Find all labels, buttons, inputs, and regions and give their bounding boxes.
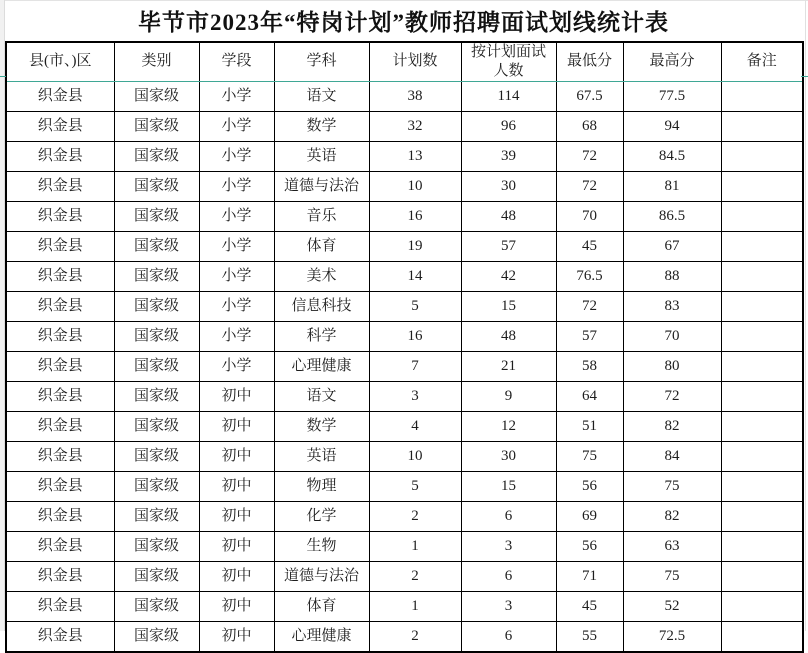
table-cell: 小学 <box>199 111 274 141</box>
table-cell: 15 <box>461 471 556 501</box>
table-cell: 织金县 <box>6 321 114 351</box>
table-cell: 织金县 <box>6 141 114 171</box>
table-cell: 国家级 <box>114 351 199 381</box>
table-cell: 1 <box>369 531 461 561</box>
teal-gridline-right-segment <box>801 76 808 77</box>
table-row <box>6 531 803 561</box>
table-row <box>6 381 803 411</box>
table-cell: 63 <box>623 531 721 561</box>
table-cell: 70 <box>623 321 721 351</box>
table-cell: 织金县 <box>6 111 114 141</box>
table-cell: 55 <box>556 621 623 652</box>
table-cell: 114 <box>461 81 556 111</box>
table-cell: 81 <box>623 171 721 201</box>
table-cell: 48 <box>461 321 556 351</box>
table-cell: 84.5 <box>623 141 721 171</box>
table-cell: 19 <box>369 231 461 261</box>
table-cell <box>721 381 803 411</box>
table-cell <box>721 561 803 591</box>
table-cell: 国家级 <box>114 171 199 201</box>
table-cell: 2 <box>369 561 461 591</box>
table-cell: 88 <box>623 261 721 291</box>
table-cell <box>721 621 803 652</box>
table-cell: 75 <box>556 441 623 471</box>
table-cell: 国家级 <box>114 261 199 291</box>
table-cell: 织金县 <box>6 231 114 261</box>
table-cell: 14 <box>369 261 461 291</box>
table-cell: 织金县 <box>6 531 114 561</box>
table-cell: 75 <box>623 471 721 501</box>
table-cell <box>721 501 803 531</box>
table-cell: 信息科技 <box>274 291 369 321</box>
table-cell <box>721 321 803 351</box>
table-cell: 国家级 <box>114 141 199 171</box>
table-cell: 10 <box>369 441 461 471</box>
table-cell: 52 <box>623 591 721 621</box>
table-cell: 织金县 <box>6 441 114 471</box>
table-cell: 国家级 <box>114 381 199 411</box>
table-cell: 初中 <box>199 471 274 501</box>
table-cell <box>721 111 803 141</box>
table-cell: 72.5 <box>623 621 721 652</box>
table-cell: 82 <box>623 411 721 441</box>
column-header: 县(市、)区 <box>6 42 114 81</box>
table-cell: 67 <box>623 231 721 261</box>
table-cell: 织金县 <box>6 201 114 231</box>
table-cell: 15 <box>461 291 556 321</box>
table-cell: 58 <box>556 351 623 381</box>
table-cell: 42 <box>461 261 556 291</box>
table-cell: 织金县 <box>6 471 114 501</box>
table-row <box>6 291 803 321</box>
table-row <box>6 621 803 652</box>
table-row <box>6 171 803 201</box>
table-cell: 物理 <box>274 471 369 501</box>
table-cell: 3 <box>369 381 461 411</box>
table-cell: 96 <box>461 111 556 141</box>
table-cell: 21 <box>461 351 556 381</box>
table-cell: 小学 <box>199 291 274 321</box>
table-cell: 织金县 <box>6 561 114 591</box>
table-cell: 国家级 <box>114 201 199 231</box>
column-header: 学段 <box>199 42 274 81</box>
table-cell <box>721 201 803 231</box>
table-cell: 语文 <box>274 81 369 111</box>
table-cell: 小学 <box>199 201 274 231</box>
table-cell: 48 <box>461 201 556 231</box>
table-cell: 初中 <box>199 411 274 441</box>
table-cell: 68 <box>556 111 623 141</box>
table-cell <box>721 591 803 621</box>
table-cell: 语文 <box>274 381 369 411</box>
table-cell: 3 <box>461 531 556 561</box>
column-header: 类别 <box>114 42 199 81</box>
table-row <box>6 321 803 351</box>
column-header: 备注 <box>721 42 803 81</box>
table-cell: 初中 <box>199 561 274 591</box>
table-cell: 75 <box>623 561 721 591</box>
table-cell <box>721 261 803 291</box>
table-cell: 小学 <box>199 351 274 381</box>
table-cell: 国家级 <box>114 111 199 141</box>
table-body <box>6 81 803 652</box>
table-cell: 英语 <box>274 441 369 471</box>
table-cell: 3 <box>461 591 556 621</box>
table-cell: 国家级 <box>114 471 199 501</box>
right-gridline <box>805 0 806 631</box>
table-cell: 国家级 <box>114 291 199 321</box>
table-cell: 16 <box>369 201 461 231</box>
table-row <box>6 261 803 291</box>
table-cell: 71 <box>556 561 623 591</box>
table-cell: 小学 <box>199 171 274 201</box>
table-cell: 30 <box>461 171 556 201</box>
table-cell: 83 <box>623 291 721 321</box>
table-cell: 体育 <box>274 591 369 621</box>
table-cell: 国家级 <box>114 81 199 111</box>
table-cell <box>721 441 803 471</box>
table-cell: 小学 <box>199 141 274 171</box>
table-cell: 国家级 <box>114 501 199 531</box>
table-cell: 心理健康 <box>274 351 369 381</box>
table-cell: 初中 <box>199 441 274 471</box>
table-cell <box>721 81 803 111</box>
table-row <box>6 471 803 501</box>
table-cell: 45 <box>556 231 623 261</box>
table-cell: 51 <box>556 411 623 441</box>
table-cell: 织金县 <box>6 621 114 652</box>
table-cell: 织金县 <box>6 501 114 531</box>
table-cell: 织金县 <box>6 411 114 441</box>
table-cell: 道德与法治 <box>274 561 369 591</box>
column-header: 最高分 <box>623 42 721 81</box>
table-cell: 道德与法治 <box>274 171 369 201</box>
table-cell: 国家级 <box>114 531 199 561</box>
table-cell: 科学 <box>274 321 369 351</box>
table-row <box>6 411 803 441</box>
table-cell: 心理健康 <box>274 621 369 652</box>
table-cell: 国家级 <box>114 591 199 621</box>
table-cell: 72 <box>556 141 623 171</box>
table-cell: 56 <box>556 471 623 501</box>
table-cell: 织金县 <box>6 81 114 111</box>
table-cell <box>721 471 803 501</box>
table-cell: 织金县 <box>6 591 114 621</box>
table-cell: 织金县 <box>6 261 114 291</box>
table-cell: 国家级 <box>114 441 199 471</box>
table-cell: 5 <box>369 291 461 321</box>
table-cell: 72 <box>623 381 721 411</box>
table-row <box>6 111 803 141</box>
table-cell: 织金县 <box>6 351 114 381</box>
table-cell: 织金县 <box>6 291 114 321</box>
table-cell: 6 <box>461 561 556 591</box>
table-cell <box>721 171 803 201</box>
table-cell: 64 <box>556 381 623 411</box>
table-cell: 76.5 <box>556 261 623 291</box>
table-cell: 10 <box>369 171 461 201</box>
table-cell: 2 <box>369 501 461 531</box>
table-cell: 9 <box>461 381 556 411</box>
table-cell: 小学 <box>199 81 274 111</box>
table-row <box>6 591 803 621</box>
table-row <box>6 231 803 261</box>
table-cell: 化学 <box>274 501 369 531</box>
table-cell: 16 <box>369 321 461 351</box>
table-cell: 13 <box>369 141 461 171</box>
table-cell: 音乐 <box>274 201 369 231</box>
table-cell: 70 <box>556 201 623 231</box>
table-cell: 82 <box>623 501 721 531</box>
table-row <box>6 141 803 171</box>
table-cell: 6 <box>461 621 556 652</box>
column-header: 按计划面试人数 <box>461 42 556 81</box>
table-cell: 38 <box>369 81 461 111</box>
table-cell: 72 <box>556 171 623 201</box>
table-cell: 57 <box>461 231 556 261</box>
table-cell: 77.5 <box>623 81 721 111</box>
table-cell: 织金县 <box>6 381 114 411</box>
table-cell: 小学 <box>199 231 274 261</box>
table-cell: 56 <box>556 531 623 561</box>
table-row <box>6 81 803 111</box>
table-cell: 国家级 <box>114 561 199 591</box>
table-cell: 初中 <box>199 501 274 531</box>
table-cell: 织金县 <box>6 171 114 201</box>
teal-gridline-left-segment <box>0 76 6 77</box>
statistics-table <box>5 41 804 653</box>
table-cell <box>721 531 803 561</box>
column-header: 学科 <box>274 42 369 81</box>
table-row <box>6 441 803 471</box>
table-cell <box>721 411 803 441</box>
table-cell <box>721 291 803 321</box>
table-cell <box>721 351 803 381</box>
table-cell: 英语 <box>274 141 369 171</box>
table-cell <box>721 231 803 261</box>
table-cell: 初中 <box>199 531 274 561</box>
table-cell: 32 <box>369 111 461 141</box>
table-cell: 5 <box>369 471 461 501</box>
table-row <box>6 201 803 231</box>
table-cell: 1 <box>369 591 461 621</box>
table-cell: 数学 <box>274 111 369 141</box>
table-cell: 69 <box>556 501 623 531</box>
column-header: 最低分 <box>556 42 623 81</box>
table-cell: 小学 <box>199 321 274 351</box>
table-cell: 初中 <box>199 591 274 621</box>
table-cell: 12 <box>461 411 556 441</box>
page-title: 毕节市2023年“特岗计划”教师招聘面试划线统计表 <box>138 10 669 35</box>
table-cell: 86.5 <box>623 201 721 231</box>
table-cell: 国家级 <box>114 321 199 351</box>
table-row <box>6 561 803 591</box>
table-cell: 30 <box>461 441 556 471</box>
table-row <box>6 501 803 531</box>
table-cell: 国家级 <box>114 231 199 261</box>
table-cell: 6 <box>461 501 556 531</box>
header-row <box>6 42 803 81</box>
table-cell: 国家级 <box>114 411 199 441</box>
table-cell: 7 <box>369 351 461 381</box>
table-cell: 45 <box>556 591 623 621</box>
table-cell: 67.5 <box>556 81 623 111</box>
column-header: 计划数 <box>369 42 461 81</box>
table-row <box>6 351 803 381</box>
table-cell: 体育 <box>274 231 369 261</box>
table-cell: 美术 <box>274 261 369 291</box>
table-cell: 39 <box>461 141 556 171</box>
table-cell: 94 <box>623 111 721 141</box>
table-cell: 2 <box>369 621 461 652</box>
table-cell: 4 <box>369 411 461 441</box>
table-cell: 57 <box>556 321 623 351</box>
table-cell: 72 <box>556 291 623 321</box>
table-cell: 生物 <box>274 531 369 561</box>
table-cell: 初中 <box>199 621 274 652</box>
table-cell: 数学 <box>274 411 369 441</box>
table-cell: 国家级 <box>114 621 199 652</box>
table-cell: 80 <box>623 351 721 381</box>
table-cell: 小学 <box>199 261 274 291</box>
table-cell: 初中 <box>199 381 274 411</box>
table-cell: 84 <box>623 441 721 471</box>
table-cell <box>721 141 803 171</box>
